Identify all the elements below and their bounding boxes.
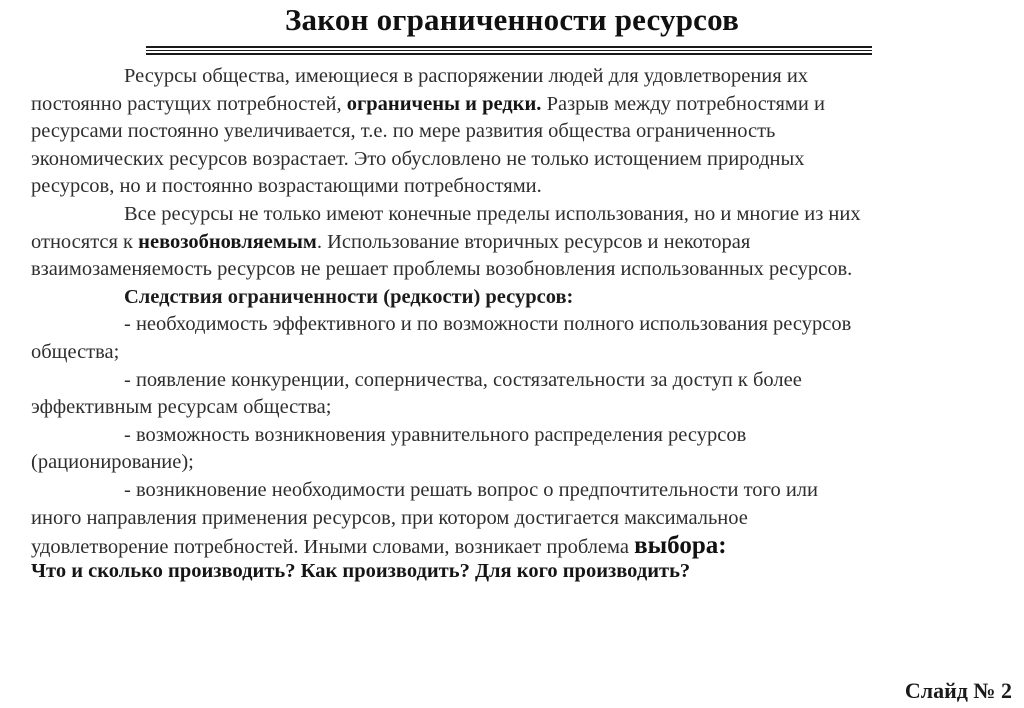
paragraph-1-line-2-end: Разрыв между потребностями и	[541, 92, 825, 115]
slide-number: Слайд № 2	[904, 678, 1012, 703]
paragraph-2-line-3: взаимозаменяемость ресурсов не решает проблемы возобновления использованных ресурсов.	[31, 258, 853, 281]
emphasis-choice: выбора:	[634, 532, 727, 560]
consequence-4-line-2: иного направления применения ресурсов, при котором достигается максимальное	[31, 506, 748, 529]
title-underline-top	[146, 46, 872, 48]
consequence-1-line-1: - необходимость эффективного и по возможности полного использования ресурсов	[124, 313, 852, 336]
paragraph-2-line-1: Все ресурсы не только имеют конечные пределы использования, но и многие из них	[124, 202, 861, 225]
slide-title: Закон ограниченности ресурсов	[284, 2, 740, 37]
consequence-2-line-2: эффективным ресурсам общества;	[31, 396, 332, 419]
consequence-3-line-2: (рационирование);	[31, 451, 194, 474]
key-questions: Что и сколько производить? Как производить? Для кого производить?	[31, 559, 691, 582]
slide-body	[31, 63, 991, 585]
paragraph-2-line-2-start: относятся к	[31, 230, 139, 253]
paragraph-1-line-5: ресурсов, но и постоянно возрастающими потребностями.	[31, 175, 542, 198]
paragraph-2-line-2-end: . Использование вторичных ресурсов и некоторая	[316, 230, 751, 253]
consequence-3-line-1: - возможность возникновения уравнительного распределения ресурсов	[124, 423, 747, 446]
paragraph-1-line-1: Ресурсы общества, имеющиеся в распоряжении людей для удовлетворения их	[124, 65, 809, 87]
title-underline-bottom	[146, 53, 872, 55]
consequence-1-line-2: общества;	[31, 340, 120, 363]
paragraph-1-line-4: экономических ресурсов возрастает. Это обусловлено не только истощением природных	[31, 147, 805, 170]
paragraph-1-line-2-start: постоянно растущих потребностей,	[31, 92, 347, 115]
paragraph-1-line-3: ресурсами постоянно увеличивается, т.е. по мере развития общества ограниченность	[31, 120, 776, 143]
consequence-4-line-3	[31, 532, 991, 560]
consequences-heading: Следствия ограниченности (редкости) ресурсов:	[124, 285, 574, 308]
emphasis-limited-rare: ограничены и редки.	[346, 92, 542, 115]
consequence-4-line-1: - возникновение необходимости решать вопрос о предпочтительности того или	[124, 478, 818, 501]
emphasis-non-renewable: невозобновляемым	[138, 230, 317, 253]
consequence-2-line-1: - появление конкуренции, соперничества, состязательности за доступ к более	[124, 368, 802, 391]
paragraph-1-line-2	[31, 91, 991, 119]
consequence-4-line-3-start: удовлетворение потребностей. Иными словами, возникает проблема	[31, 536, 635, 559]
title-underline-middle	[146, 50, 872, 51]
paragraph-2-line-2	[31, 229, 991, 257]
